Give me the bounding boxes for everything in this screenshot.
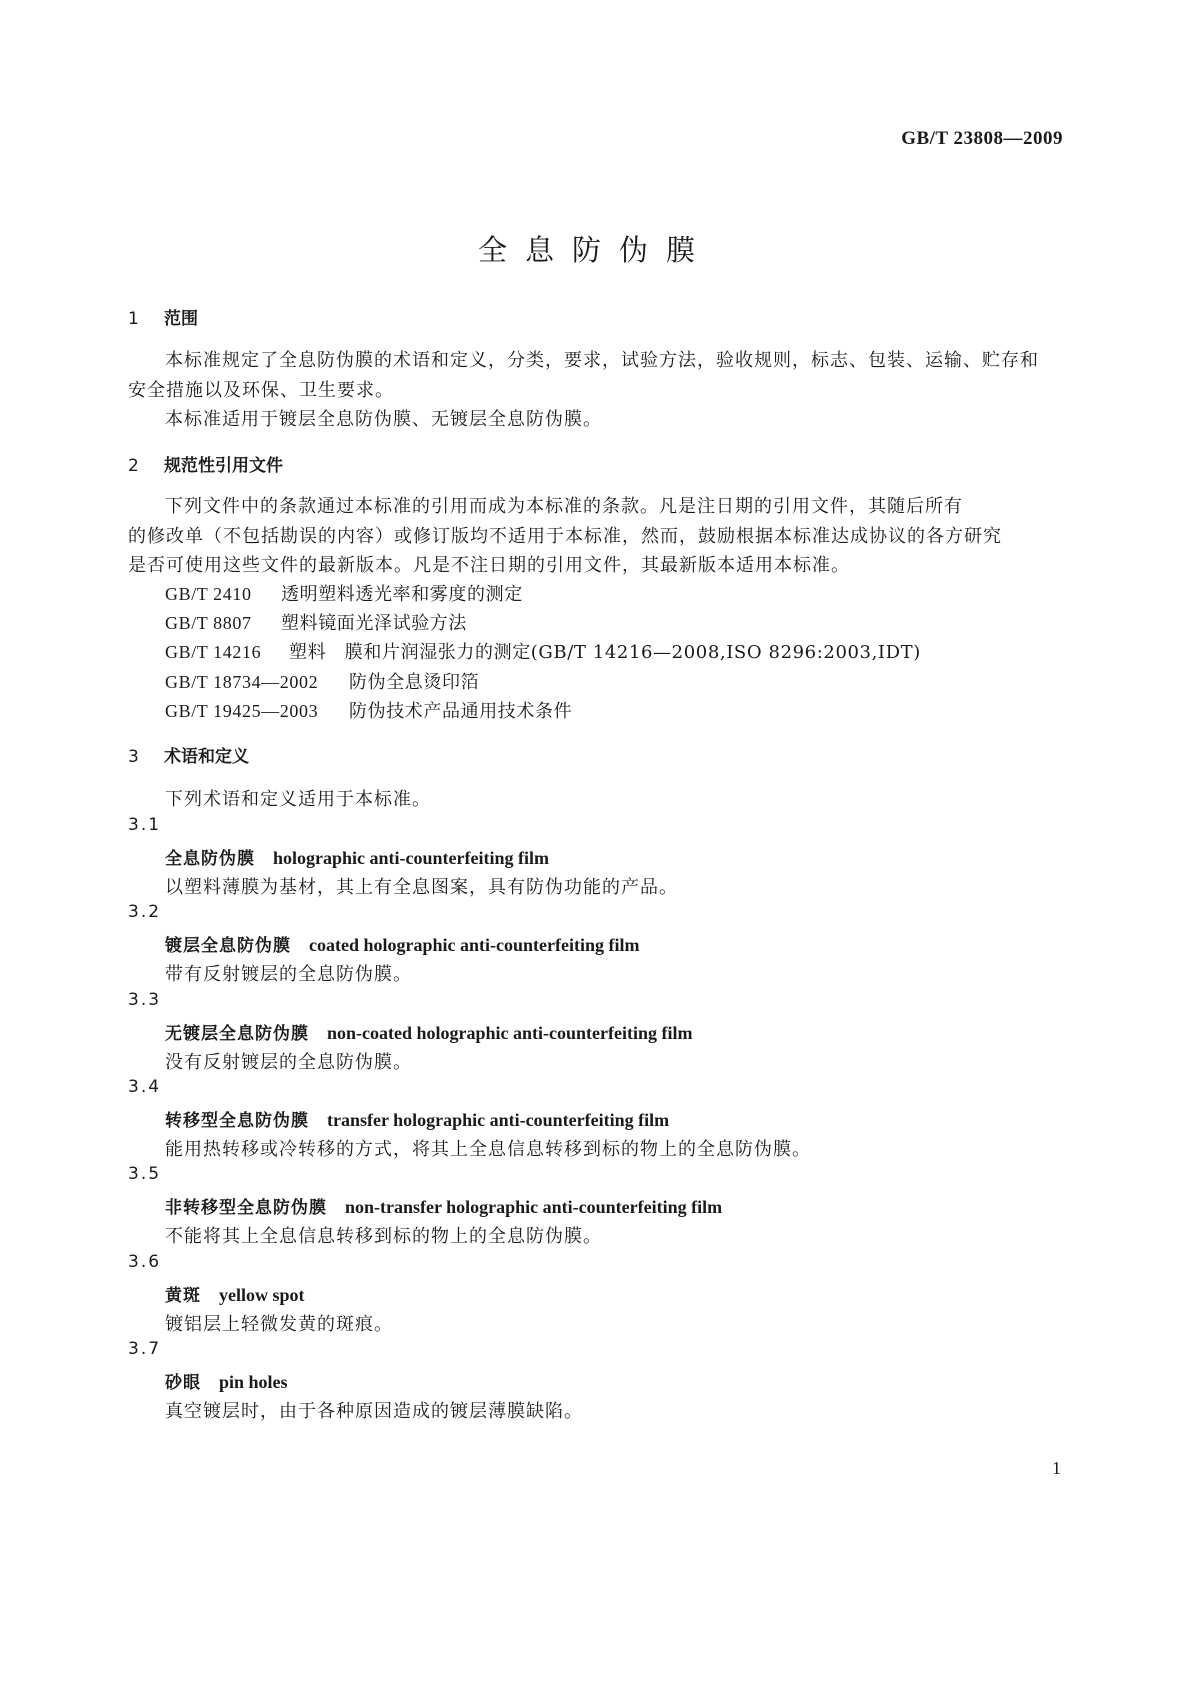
reference-item: [165, 609, 467, 635]
reference-title: 防伪技术产品通用技术条件: [349, 701, 573, 722]
term-heading: [165, 931, 639, 956]
reference-title: 透明塑料透光率和雾度的测定: [281, 584, 523, 605]
term-heading: [165, 1368, 288, 1393]
paragraph-line: 下列术语和定义适用于本标准。: [165, 789, 431, 810]
term-zh: 无镀层全息防伪膜: [165, 1024, 309, 1044]
section-2-heading: [128, 451, 283, 476]
term-en: non-transfer holographic anti-counterfeiting film: [345, 1197, 723, 1217]
standard-number: GB/T 23808—2009: [901, 128, 1063, 149]
term-en: pin holes: [219, 1372, 288, 1392]
term-en: yellow spot: [219, 1285, 305, 1305]
section-title: 规范性引用文件: [164, 456, 283, 476]
section-number: 3: [128, 747, 139, 767]
reference-code: GB/T 8807: [165, 613, 252, 633]
term-heading: [165, 844, 549, 869]
term-zh: 全息防伪膜: [165, 849, 255, 869]
reference-code: GB/T 19425—2003: [165, 701, 319, 721]
paragraph-line: 下列文件中的条款通过本标准的引用而成为本标准的条款。凡是注日期的引用文件，其随后所有: [165, 496, 963, 517]
term-heading: [165, 1281, 305, 1306]
term-en: holographic anti-counterfeiting film: [273, 848, 549, 868]
section-number: 1: [128, 309, 139, 329]
reference-title: 防伪全息烫印箔: [349, 672, 480, 693]
reference-code: GB/T 2410: [165, 584, 252, 604]
section-3-heading: [128, 742, 249, 767]
paragraph-line: 本标准适用于镀层全息防伪膜、无镀层全息防伪膜。: [165, 409, 602, 430]
clause-number: 3.5: [128, 1164, 162, 1184]
term-en: transfer holographic anti-counterfeiting film: [327, 1110, 670, 1130]
page-number: 1: [1052, 1458, 1061, 1478]
reference-code: GB/T 18734—2002: [165, 672, 319, 692]
section-number: 2: [128, 456, 139, 476]
clause-number: 3.7: [128, 1339, 162, 1359]
reference-item: [165, 580, 523, 606]
term-definition: 没有反射镀层的全息防伪膜。: [165, 1052, 412, 1073]
reference-item: [165, 638, 921, 664]
term-definition: 带有反射镀层的全息防伪膜。: [165, 964, 412, 985]
clause-number: 3.3: [128, 990, 162, 1010]
clause-number: 3.2: [128, 902, 162, 922]
term-en: non-coated holographic anti-counterfeiting film: [327, 1023, 693, 1043]
term-zh: 砂眼: [165, 1373, 201, 1393]
term-en: coated holographic anti-counterfeiting film: [309, 935, 640, 955]
reference-code: GB/T 14216: [165, 642, 262, 662]
reference-title: 塑料镜面光泽试验方法: [281, 613, 467, 634]
term-zh: 非转移型全息防伪膜: [165, 1198, 327, 1218]
term-definition: 不能将其上全息信息转移到标的物上的全息防伪膜。: [165, 1226, 602, 1247]
clause-number: 3.6: [128, 1252, 162, 1272]
term-zh: 黄斑: [165, 1286, 201, 1306]
term-definition: 镀铝层上轻微发黄的斑痕。: [165, 1314, 393, 1335]
term-definition: 真空镀层时，由于各种原因造成的镀层薄膜缺陷。: [165, 1401, 583, 1422]
section-1-heading: [128, 304, 198, 329]
section-title: 术语和定义: [164, 747, 249, 767]
section-title: 范围: [164, 309, 198, 329]
clause-number: 3.4: [128, 1077, 162, 1097]
paragraph-line: 本标准规定了全息防伪膜的术语和定义，分类，要求，试验方法，验收规则，标志、包装、运输、贮存和: [165, 350, 1039, 371]
paragraph-line: 是否可使用这些文件的最新版本。凡是不注日期的引用文件，其最新版本适用本标准。: [128, 555, 850, 576]
term-zh: 转移型全息防伪膜: [165, 1111, 309, 1131]
reference-item: [165, 697, 572, 723]
term-heading: [165, 1106, 669, 1131]
page-title: 全息防伪膜: [477, 233, 713, 267]
term-heading: [165, 1019, 692, 1044]
reference-title: 塑料 膜和片润湿张力的测定(GB/T 14216—2008,ISO 8296:2003,IDT): [289, 642, 921, 663]
paragraph-line: 的修改单（不包括勘误的内容）或修订版均不适用于本标准，然而，鼓励根据本标准达成协议的各方研究: [128, 526, 1002, 547]
term-zh: 镀层全息防伪膜: [165, 936, 291, 956]
term-definition: 能用热转移或冷转移的方式，将其上全息信息转移到标的物上的全息防伪膜。: [165, 1139, 811, 1160]
term-heading: [165, 1193, 722, 1218]
paragraph-line: 安全措施以及环保、卫生要求。: [128, 380, 394, 401]
term-definition: 以塑料薄膜为基材，其上有全息图案，具有防伪功能的产品。: [165, 877, 678, 898]
clause-number: 3.1: [128, 815, 162, 835]
reference-item: [165, 668, 479, 694]
